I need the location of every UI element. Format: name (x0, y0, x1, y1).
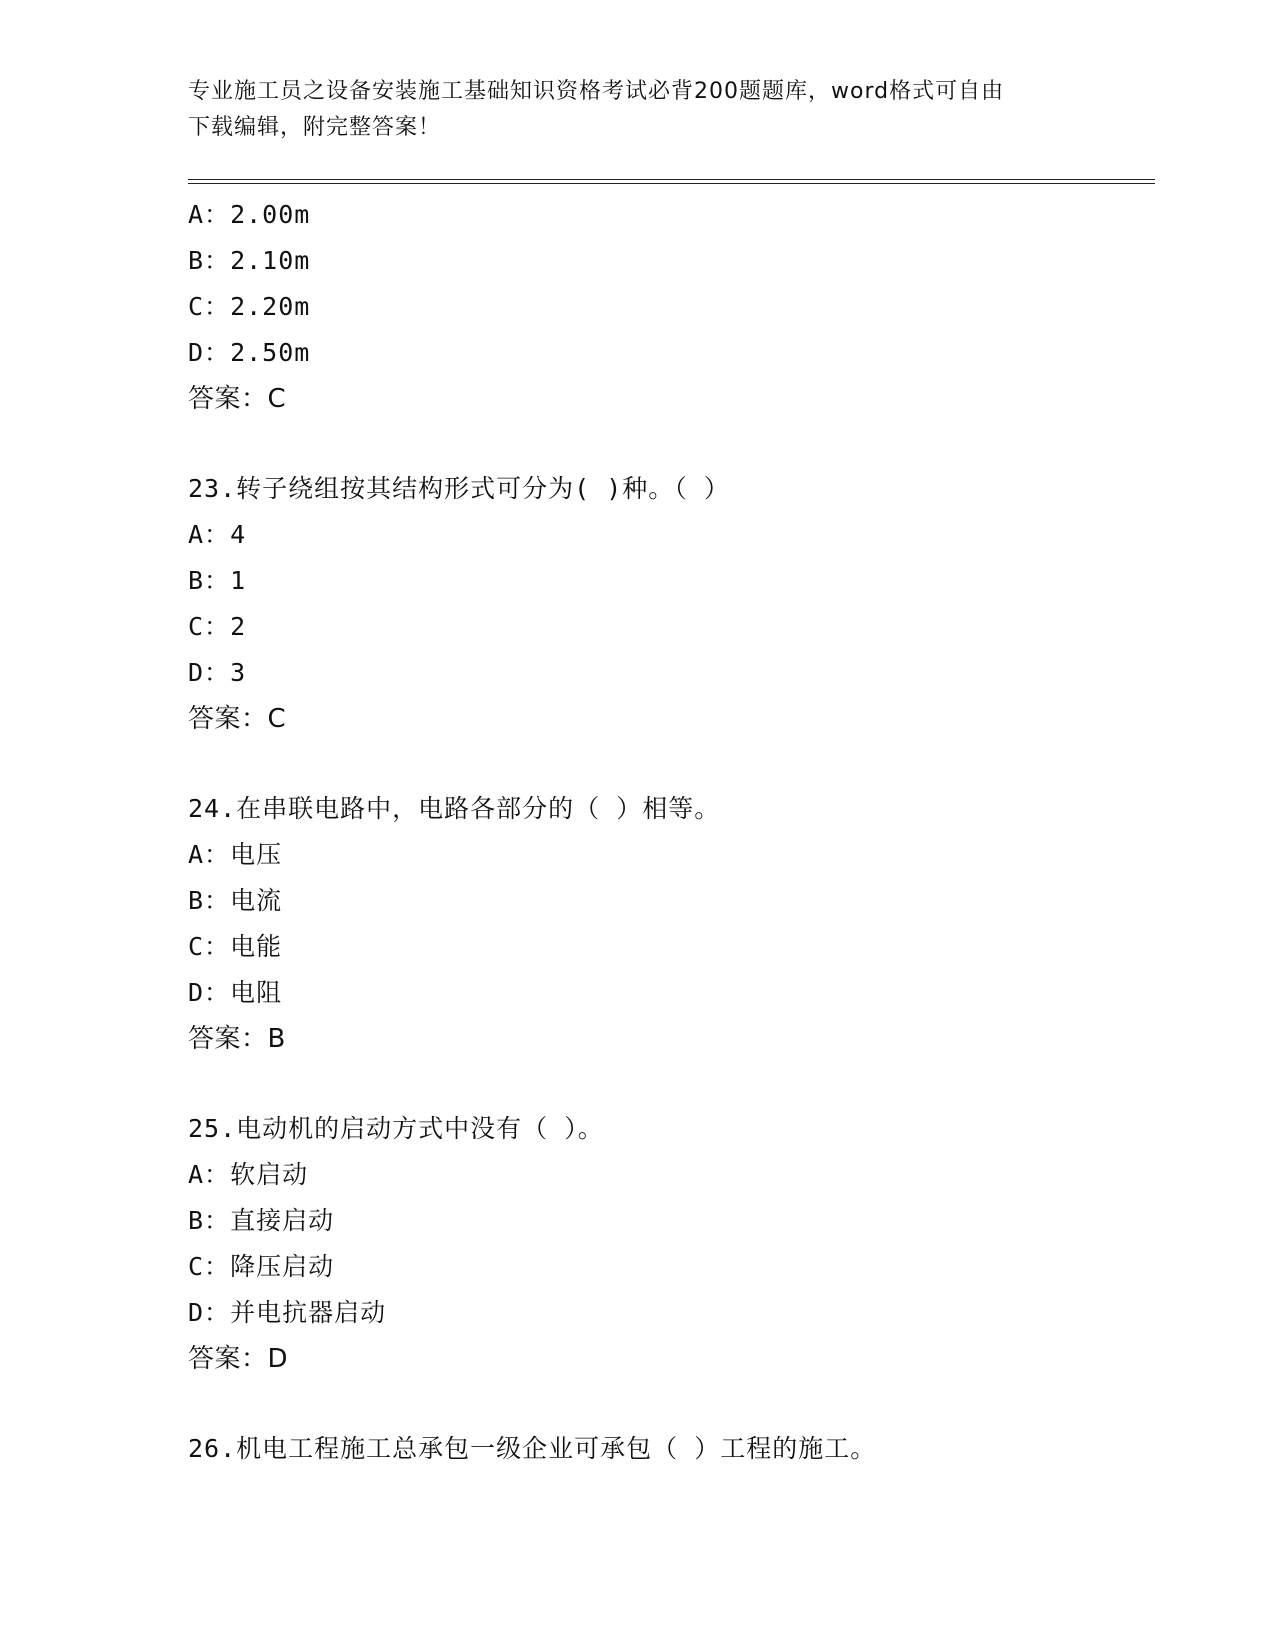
option-a: A：2.00m (188, 200, 311, 229)
header-rule-top (188, 179, 1155, 180)
option-b: B：2.10m (188, 246, 311, 275)
question-stem: 24.在串联电路中，电路各部分的（ ）相等。 (188, 794, 721, 823)
option-b: B：电流 (188, 886, 283, 915)
option-d: D：2.50m (188, 338, 311, 367)
option-a: A：4 (188, 520, 247, 549)
answer-line: 答案：D (188, 1344, 289, 1374)
question-stem: 23.转子绕组按其结构形式可分为( )种。（ ） (188, 474, 730, 503)
question-24 (188, 786, 1148, 1062)
answer-line: 答案：C (188, 384, 287, 414)
question-list (188, 192, 1148, 1472)
document-header (188, 74, 1088, 146)
option-a: A：软启动 (188, 1160, 309, 1189)
answer-line: 答案：C (188, 704, 287, 734)
header-line-2: 下载编辑，附完整答案！ (188, 115, 442, 140)
option-c: C：降压启动 (188, 1252, 335, 1281)
header-line-1: 专业施工员之设备安装施工基础知识资格考试必背200题题库，word格式可自由 (188, 79, 1005, 104)
question-23 (188, 466, 1148, 742)
option-d: D：3 (188, 658, 247, 687)
question-22 (188, 192, 1148, 422)
question-stem: 26.机电工程施工总承包一级企业可承包（ ）工程的施工。 (188, 1434, 877, 1463)
question-stem: 25.电动机的启动方式中没有（ ）。 (188, 1114, 604, 1143)
option-b: B：1 (188, 566, 247, 595)
answer-line: 答案：B (188, 1024, 286, 1054)
question-25 (188, 1106, 1148, 1382)
option-d: D：电阻 (188, 978, 283, 1007)
header-rule-bottom (188, 183, 1155, 184)
option-c: C：2 (188, 612, 247, 641)
option-c: C：2.20m (188, 292, 311, 321)
option-b: B：直接启动 (188, 1206, 335, 1235)
option-a: A：电压 (188, 840, 283, 869)
question-26 (188, 1426, 1148, 1472)
option-c: C：电能 (188, 932, 283, 961)
option-d: D：并电抗器启动 (188, 1298, 387, 1327)
